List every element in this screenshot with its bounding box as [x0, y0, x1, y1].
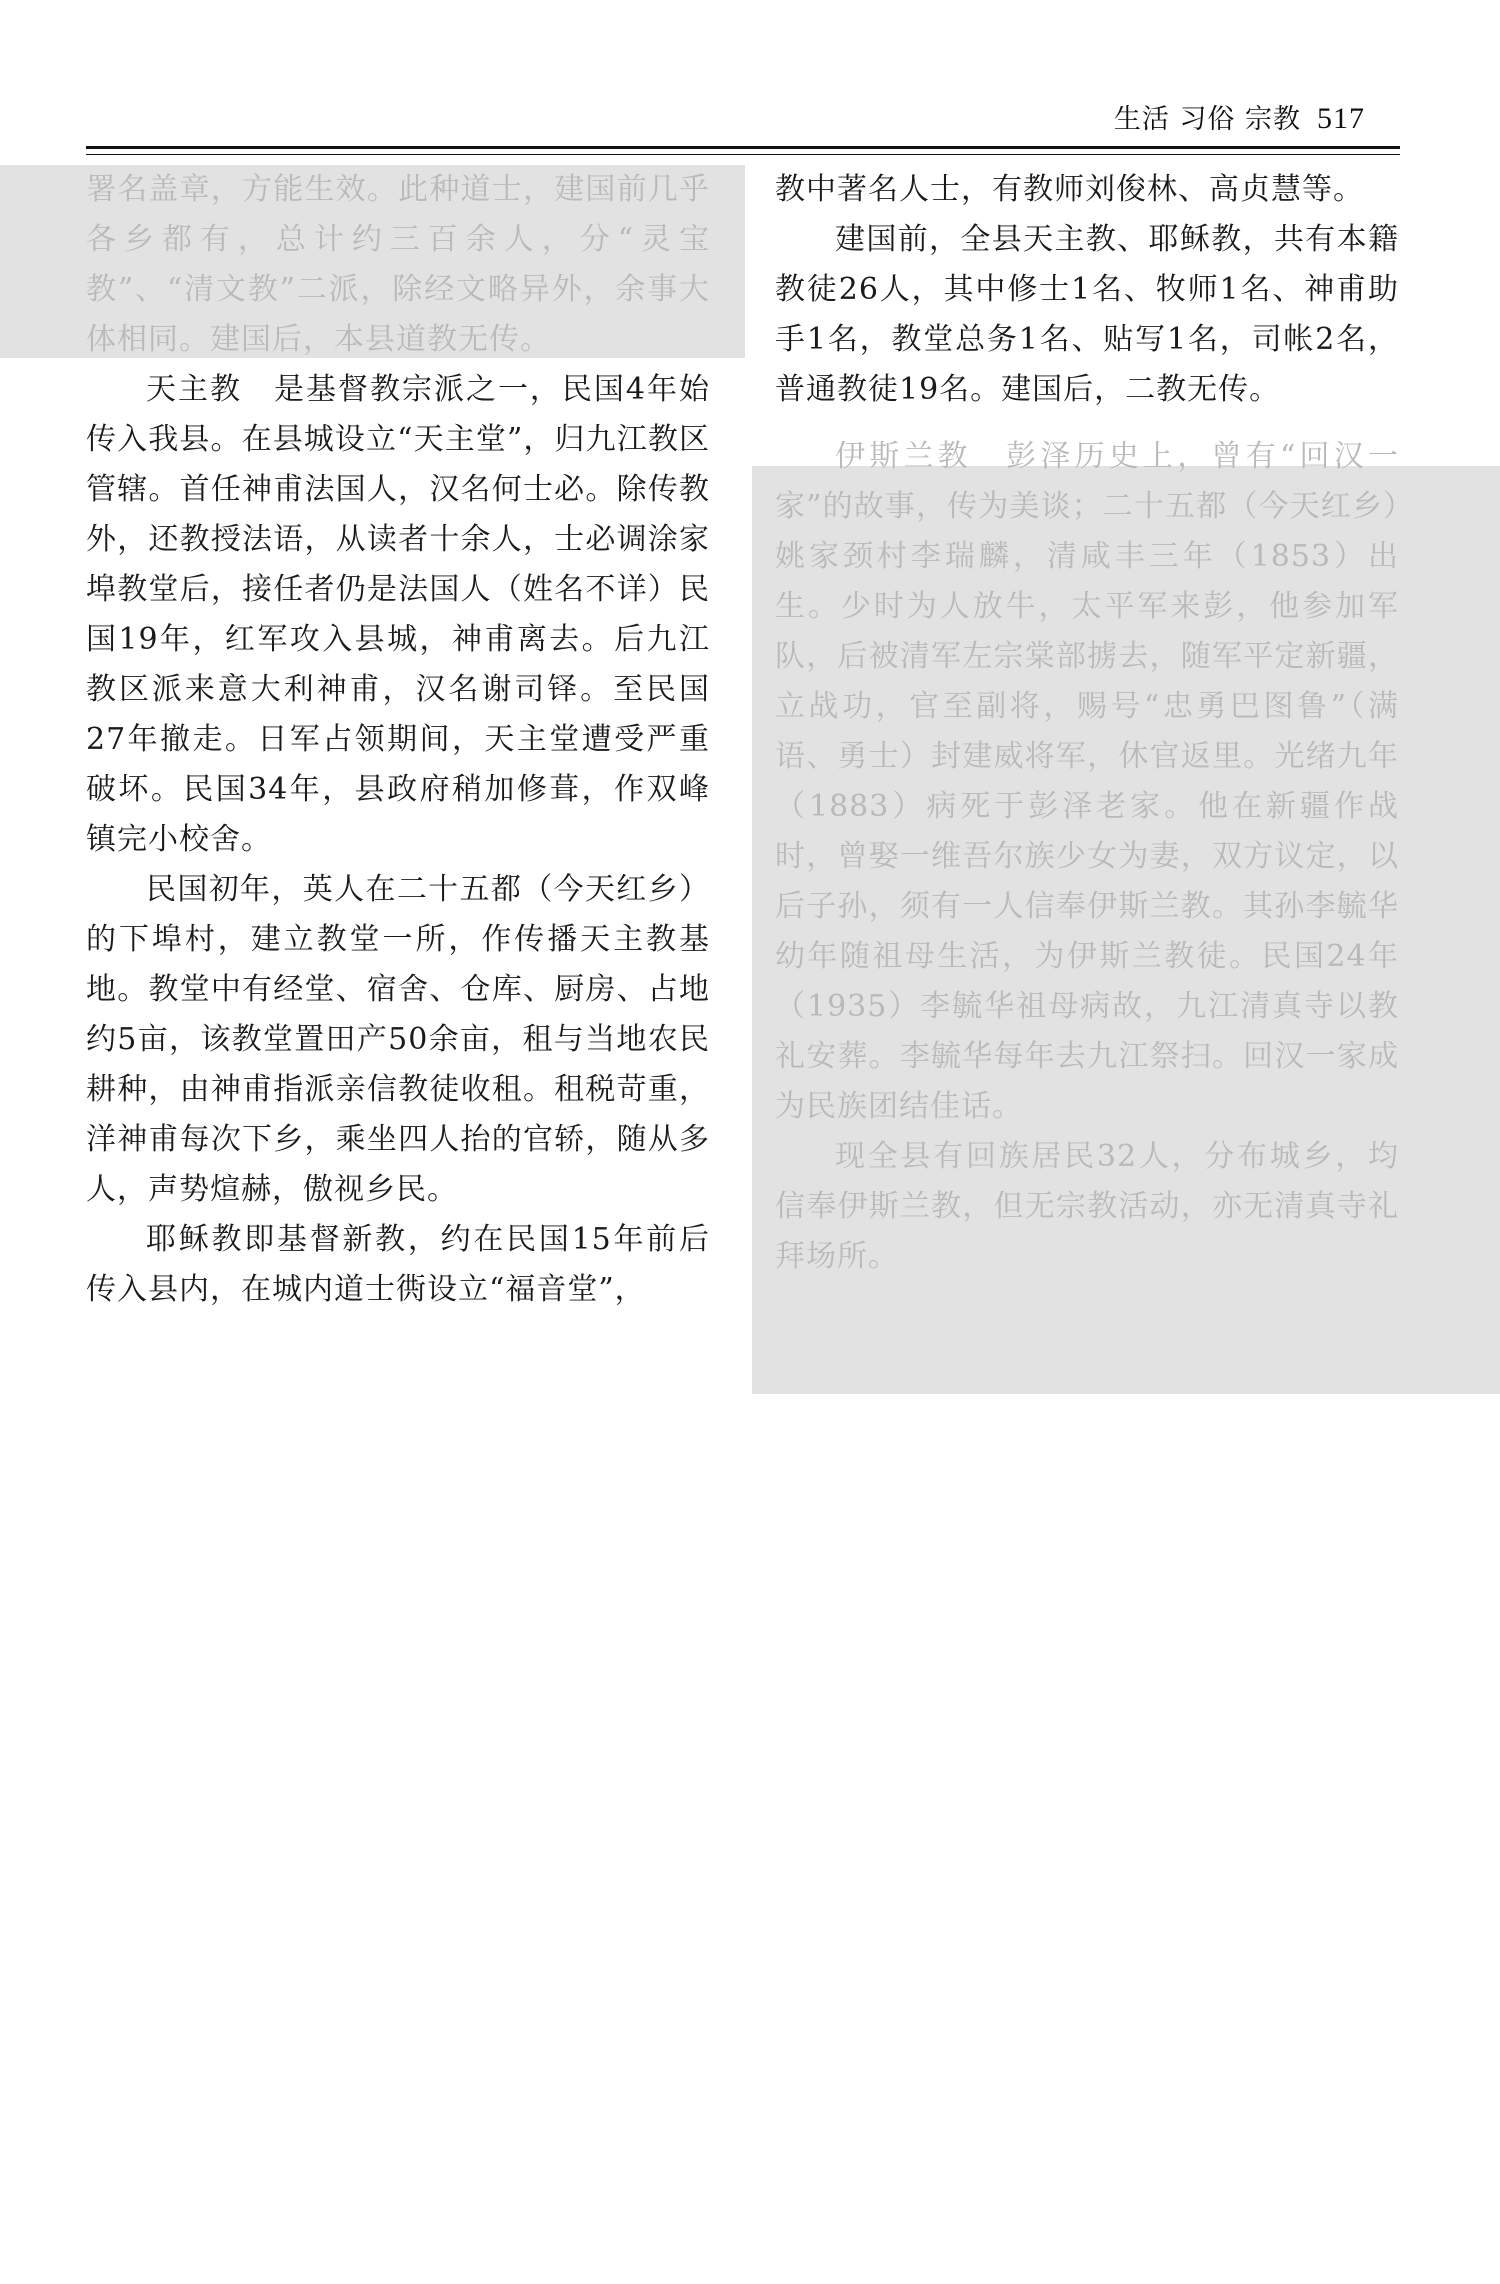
- paragraph-taoism-end: 署名盖章，方能生效。此种道士，建国前几乎各乡都有，总计约三百余人，分“灵宝教”、“清文教”二派，除经文略异外，余事大体相同。建国后，本县道教无传。: [86, 172, 710, 357]
- paragraph-protestantism: 耶稣教即基督新教，约在民国15年前后传入县内，在城内道士衖设立“福音堂”，: [86, 1222, 710, 1307]
- paragraph-christian-statistics: 建国前，全县天主教、耶稣教，共有本籍教徒26人，其中修士1名、牧师1名、神甫助手1名，教堂总务1名、贴写1名，司帐2名，普通教徒19名。建国后，二教无传。: [775, 222, 1399, 407]
- header-rule-thin: [86, 154, 1400, 155]
- header-rule-thick: [86, 146, 1400, 149]
- paragraph-catholicism: 天主教 是基督教宗派之一，民国4年始传入我县。在县城设立“天主堂”，归九江教区管辖。首任神甫法国人，汉名何士必。除传教外，还教授法语，从读者十余人，士必调涂家埠教堂后，接任者仍是法国人（姓名不详）民国19年，红军攻入县城，神甫离去。后九江教区派来意大利神甫，汉名谢司铎。至民国27年撤走。日军占领期间，天主堂遭受严重破坏。民国34年，县政府稍加修葺，作双峰镇完小校舍。: [86, 372, 710, 857]
- paragraph-catholic-church-xiabu: 民国初年，英人在二十五都（今天红乡）的下埠村，建立教堂一所，作传播天主教基地。教堂中有经堂、宿舍、仓库、厨房、占地约5亩，该教堂置田产50余亩，租与当地农民耕种，由神甫指派亲信教徒收租。租税苛重，洋神甫每次下乡，乘坐四人抬的官轿，随从多人，声势煊赫，傲视乡民。: [86, 872, 710, 1207]
- page-number: 517: [1317, 102, 1365, 135]
- paragraph-protestant-figures: 教中著名人士，有教师刘俊林、高贞慧等。: [775, 172, 1364, 207]
- section-title: 生活 习俗 宗教: [1113, 104, 1301, 135]
- running-header: [1114, 97, 1365, 136]
- paragraph-hui-residents: 现全县有回族居民32人，分布城乡，均信奉伊斯兰教，但无宗教活动，亦无清真寺礼拜场所。: [775, 1139, 1399, 1274]
- left-column: [86, 165, 710, 1315]
- right-column: [775, 165, 1399, 1282]
- paragraph-islam: 伊斯兰教 彭泽历史上，曾有“回汉一家”的故事，传为美谈；二十五都（今天红乡）姚家颈村李瑞麟，清咸丰三年（1853）出生。少时为人放牛，太平军来彭，他参加军队，后被清军左宗棠部掳去，随军平定新疆，立战功，官至副将，赐号“忠勇巴图鲁”（满语、勇士）封建威将军，休官返里。光绪九年（1883）病死于彭泽老家。他在新疆作战时，曾娶一维吾尔族少女为妻，双方议定，以后子孙，须有一人信奉伊斯兰教。其孙李毓华幼年随祖母生活，为伊斯兰教徒。民国24年（1935）李毓华祖母病故，九江清真寺以教礼安葬。李毓华每年去九江祭扫。回汉一家成为民族团结佳话。: [775, 439, 1399, 1124]
